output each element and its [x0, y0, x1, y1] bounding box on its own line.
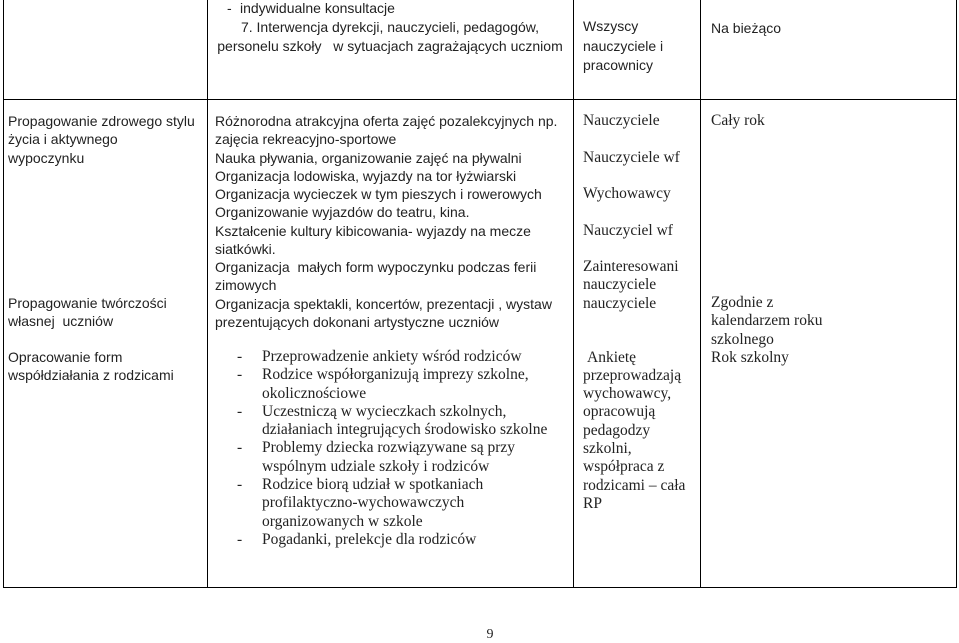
list-item-line: Przeprowadzenie ankiety wśród rodziców: [262, 348, 522, 365]
activity-line: Organizacja wycieczek w tym pieszych i rowerowych: [215, 186, 542, 203]
responsible-line: współpraca z: [583, 458, 665, 476]
table-border-left: [3, 0, 4, 588]
responsible-line: nauczyciele i: [583, 37, 664, 54]
area-line: Opracowanie form: [8, 349, 123, 365]
list-item-line: profilaktyczno-wychowawczych: [262, 494, 465, 512]
table-border-right: [956, 0, 957, 588]
intervention-activity-cell: [207, 18, 573, 56]
responsible-parent-cooperation: [583, 349, 685, 514]
responsible-line: szkolni,: [583, 439, 632, 457]
list-marker: -: [227, 0, 232, 16]
deadline-school-calendar: [711, 294, 822, 349]
deadline-line: kalendarzem roku: [711, 312, 823, 330]
list-marker: -: [237, 402, 243, 420]
activity-line: Organizacja małych form wypoczynku podczas ferii: [215, 259, 537, 276]
continued-activity-item: [227, 0, 395, 16]
responsible-line: pedagodzy: [583, 421, 651, 439]
responsible-line: RP: [583, 494, 602, 512]
extracurricular-activities-list: [215, 112, 557, 331]
list-item-line: okolicznościowe: [262, 384, 367, 402]
responsible-line: nauczyciele: [583, 276, 657, 294]
list-item-line: Uczestniczą w wycieczkach szkolnych,: [262, 402, 507, 420]
responsible-line: Nauczyciel wf: [583, 221, 673, 239]
activity-line: zimowych: [215, 277, 277, 294]
list-item-line: organizowanych w szkole: [262, 512, 423, 530]
list-item-line: wspólnym udziale szkoły i rodziców: [262, 457, 490, 475]
responsible-line: Nauczyciele: [583, 112, 660, 129]
list-item-line: Rodzice biorą udział w spotkaniach: [262, 476, 484, 494]
list-item-line: Problemy dziecka rozwiązywane są przy: [262, 439, 516, 457]
list-marker: -: [237, 530, 243, 548]
area-line: Propagowanie zdrowego stylu: [8, 113, 195, 129]
responsible-line: rodzicami – cała: [583, 476, 686, 494]
column-divider-activities-responsible: [573, 0, 574, 588]
activity-line: 7. Interwencja dyrekcji, nauczycieli, pedagogów,: [240, 18, 540, 35]
activity-line: zajęcia rekreacyjno-sportowe: [215, 131, 397, 148]
activity-line: Organizacja lodowiska, wyjazdy na tor łyżwiarski: [215, 167, 517, 184]
deadline-line: Zgodnie z: [711, 294, 774, 311]
responsible-line: przeprowadzają: [583, 366, 682, 384]
responsible-teachers-creativity: [583, 295, 656, 313]
column-divider-responsible-deadline: [700, 0, 701, 588]
responsible-line: Zainteresowani: [583, 258, 679, 276]
responsible-line: Ankietę: [587, 348, 637, 366]
deadline-line: szkolnego: [711, 330, 774, 348]
table-border-bottom: [3, 587, 957, 588]
list-item: [237, 348, 547, 366]
list-item: [237, 439, 547, 476]
area-line: własnej uczniów: [8, 313, 114, 330]
responsible-line: Wychowawcy: [583, 185, 671, 202]
activity-line: Kształcenie kultury kibicowania- wyjazdy na mecze: [215, 222, 531, 239]
list-item-line: Rodzice współorganizują imprezy szkolne,: [262, 366, 529, 384]
activity-line: Różnorodna atrakcyjna oferta zajęć pozalekcyjnych np.: [215, 113, 558, 129]
responsible-pe-teachers: [583, 149, 680, 167]
list-item-line: działaniach integrujących środowisko szkolne: [262, 421, 548, 439]
deadline-whole-year: [711, 112, 765, 130]
activity-line: prezentujących dokonani artystyczne uczniów: [215, 313, 500, 330]
row-divider: [3, 99, 957, 100]
page-number: 9: [486, 627, 494, 642]
list-marker: -: [237, 439, 243, 457]
list-item: [237, 366, 547, 403]
column-divider-area-activities: [207, 0, 208, 588]
responsible-line: Wszyscy: [583, 18, 639, 35]
deadline-text: Na bieżąco: [711, 20, 782, 36]
area-parent-cooperation: [8, 348, 174, 385]
area-line: wypoczynku: [8, 149, 85, 166]
responsible-line: wychowawcy,: [583, 385, 672, 403]
area-student-creativity: [8, 294, 167, 331]
responsible-line: opracowują: [583, 403, 656, 421]
activity-line: personelu szkoły w sytuacjach zagrażających uczniom: [217, 37, 563, 54]
list-item-line: Pogadanki, prelekcje dla rodziców: [262, 530, 477, 548]
area-line: współdziałania z rodzicami: [8, 367, 174, 384]
list-marker: -: [237, 476, 243, 494]
continued-activity-text: indywidualne konsultacje: [240, 0, 395, 16]
responsible-pe-teacher: [583, 222, 673, 240]
list-item: [237, 531, 547, 549]
area-line: życia i aktywnego: [8, 131, 118, 148]
responsible-homeroom-teachers: [583, 185, 671, 203]
responsible-line: pracownicy: [583, 57, 654, 74]
activity-line: siatkówki.: [215, 240, 276, 257]
list-item: [237, 476, 547, 531]
list-item: [237, 403, 547, 440]
parent-cooperation-list: [237, 348, 547, 549]
responsible-interested-teachers: [583, 258, 679, 295]
deadline-school-year: [711, 349, 789, 367]
intervention-deadline-cell: [711, 19, 781, 38]
activity-line: Organizowanie wyjazdów do teatru, kina.: [215, 204, 470, 221]
list-marker: -: [237, 366, 243, 384]
deadline-line: Cały rok: [711, 112, 765, 129]
area-line: Propagowanie twórczości: [8, 295, 167, 311]
activity-line: Nauka pływania, organizowanie zajęć na pływalni: [215, 149, 522, 166]
responsible-line: Nauczyciele wf: [583, 148, 680, 166]
activity-line: Organizacja spektakli, koncertów, prezentacji , wystaw: [215, 295, 552, 312]
deadline-line: Rok szkolny: [711, 348, 789, 366]
responsible-teachers: [583, 112, 660, 130]
intervention-responsible-cell: [583, 17, 663, 76]
list-marker: -: [237, 348, 243, 365]
area-healthy-lifestyle: [8, 112, 195, 167]
responsible-line: nauczyciele: [583, 294, 657, 312]
